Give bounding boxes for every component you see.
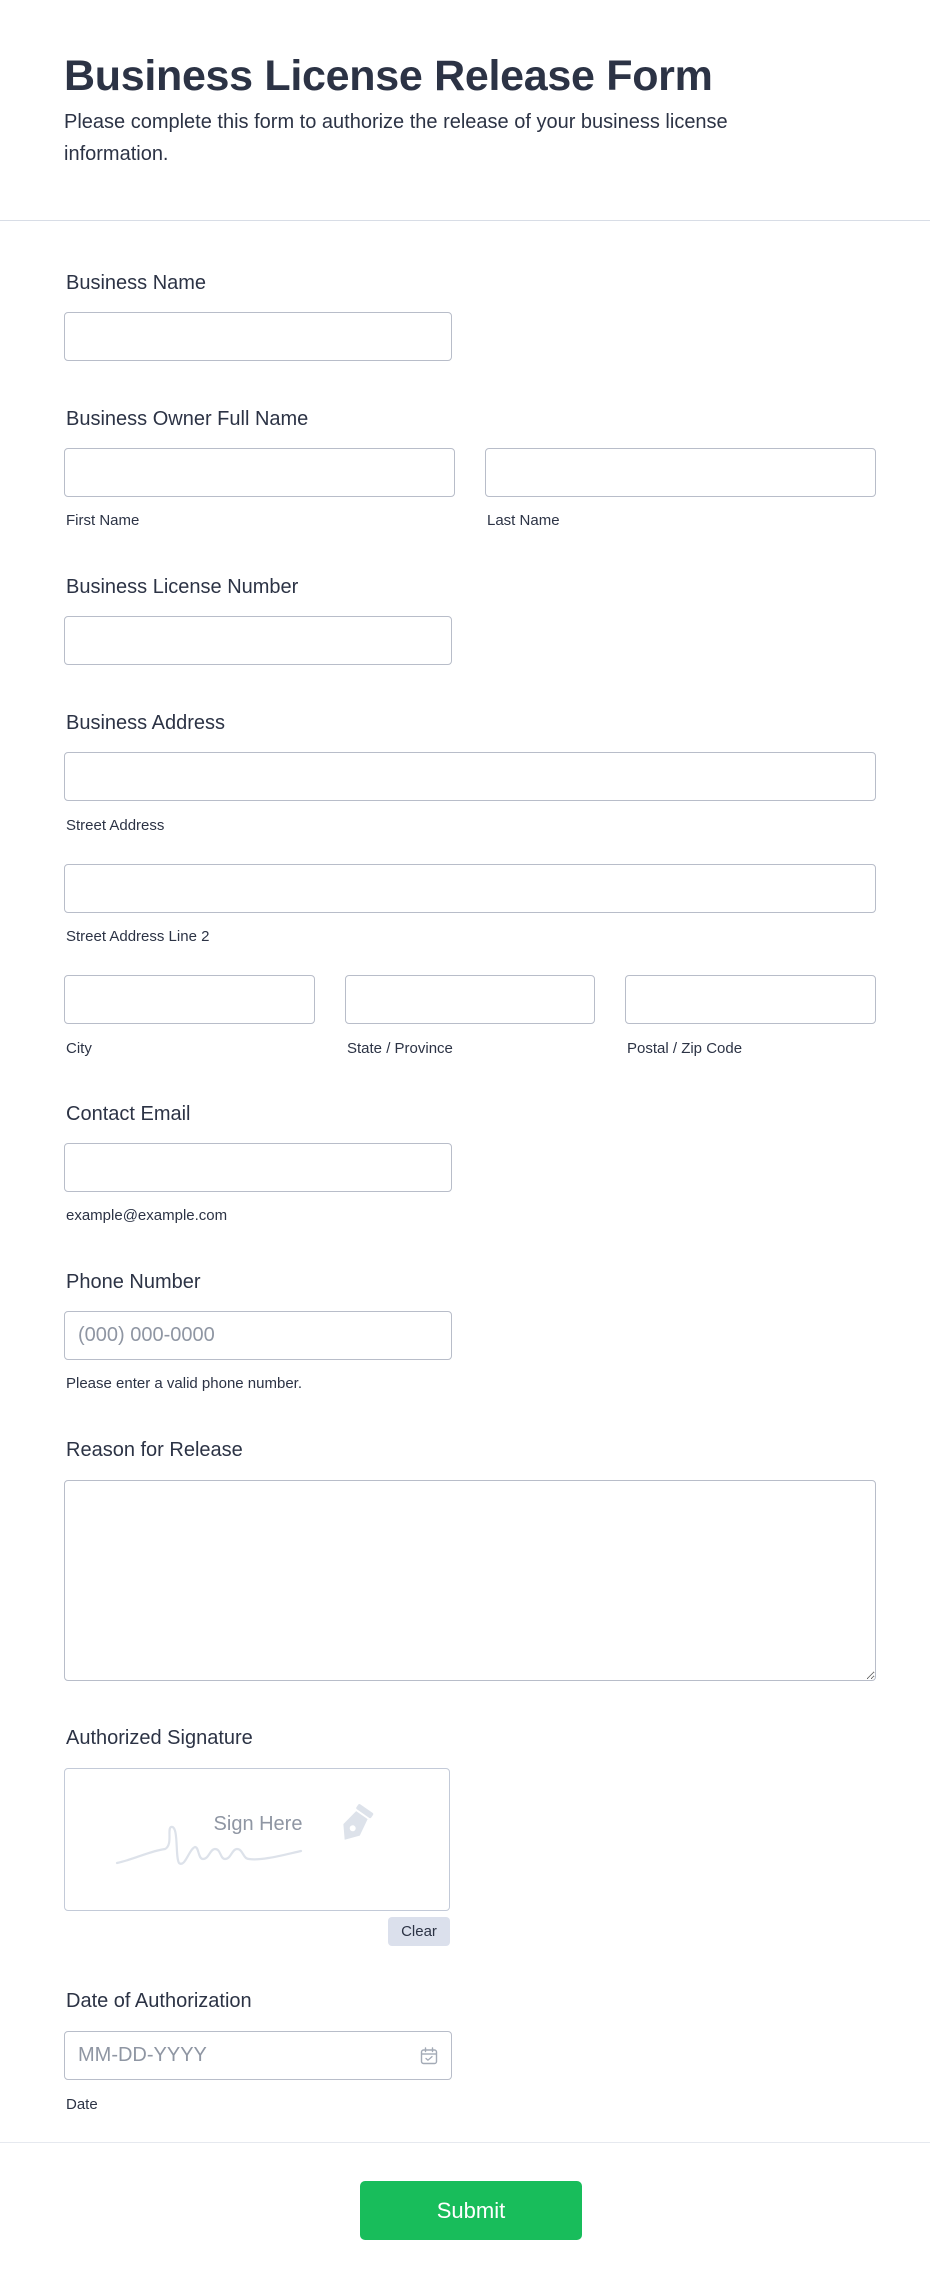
date-input[interactable]: [64, 2031, 452, 2080]
last-name-sublabel: Last Name: [487, 512, 560, 529]
signature-scribble-icon: [65, 1769, 451, 1912]
calendar-icon[interactable]: [420, 2047, 438, 2065]
signature-pad[interactable]: [64, 1768, 450, 1911]
clear-signature-button[interactable]: Clear: [388, 1917, 450, 1946]
form-header: [0, 0, 930, 221]
phone-sublabel: Please enter a valid phone number.: [66, 1375, 302, 1392]
phone-input[interactable]: [64, 1311, 452, 1360]
phone-label: Phone Number: [66, 1271, 201, 1293]
city-sublabel: City: [66, 1040, 92, 1057]
form-title: Business License Release Form: [64, 52, 713, 100]
street-address-line2-sublabel: Street Address Line 2: [66, 928, 210, 945]
city-input[interactable]: [64, 975, 315, 1024]
date-label: Date of Authorization: [66, 1990, 252, 2012]
date-sublabel: Date: [66, 2096, 98, 2113]
submit-button[interactable]: Submit: [360, 2181, 582, 2240]
state-input[interactable]: [345, 975, 595, 1024]
reason-textarea[interactable]: [64, 1480, 876, 1681]
first-name-input[interactable]: [64, 448, 455, 497]
form-footer: [0, 2142, 930, 2290]
reason-label: Reason for Release: [66, 1439, 243, 1461]
business-name-label: Business Name: [66, 272, 207, 294]
street-address-line2-input[interactable]: [64, 864, 876, 913]
sign-here-text: Sign Here: [213, 1813, 303, 1835]
last-name-input[interactable]: [485, 448, 876, 497]
signature-label: Authorized Signature: [66, 1727, 253, 1749]
business-name-input[interactable]: [64, 312, 452, 361]
street-address-sublabel: Street Address: [66, 817, 165, 834]
zip-input[interactable]: [625, 975, 876, 1024]
date-field: [64, 2031, 452, 2080]
email-label: Contact Email: [66, 1103, 191, 1125]
first-name-sublabel: First Name: [66, 512, 140, 529]
owner-name-label: Business Owner Full Name: [66, 408, 309, 430]
street-address-input[interactable]: [64, 752, 876, 801]
zip-sublabel: Postal / Zip Code: [627, 1040, 743, 1057]
license-number-label: Business License Number: [66, 576, 299, 598]
state-sublabel: State / Province: [347, 1040, 453, 1057]
form-subtitle: Please complete this form to authorize the release of your business license information.: [64, 111, 728, 165]
license-number-input[interactable]: [64, 616, 452, 665]
address-label: Business Address: [66, 712, 225, 734]
email-sublabel: example@example.com: [66, 1207, 228, 1224]
email-input[interactable]: [64, 1143, 452, 1192]
